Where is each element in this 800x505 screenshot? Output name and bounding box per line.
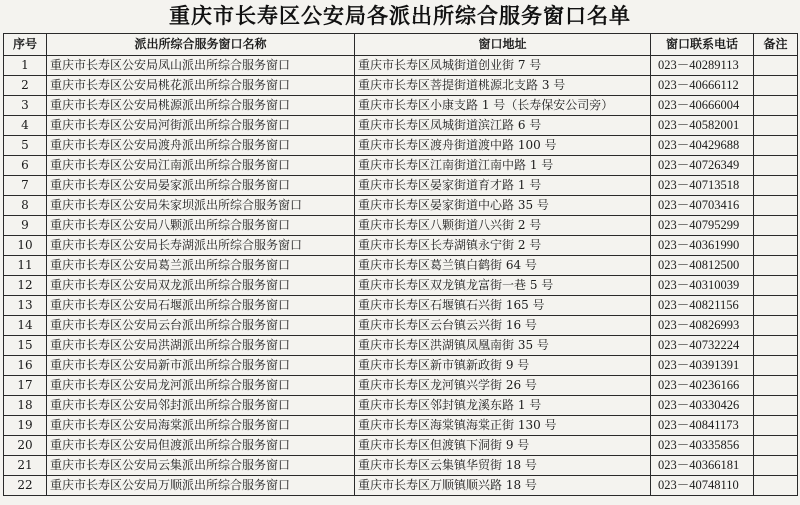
cell-serial-number: 2 [4,76,47,96]
cell-window-name: 重庆市长寿区公安局云集派出所综合服务窗口 [47,456,355,476]
cell-window-address: 重庆市长寿区八颗街道八兴街 2 号 [355,216,651,236]
table-row [4,476,798,496]
cell-window-phone: 023－40391391 [651,356,754,376]
cell-serial-number: 16 [4,356,47,376]
cell-remark [754,416,798,436]
cell-remark [754,296,798,316]
cell-remark [754,356,798,376]
cell-window-name: 重庆市长寿区公安局晏家派出所综合服务窗口 [47,176,355,196]
cell-remark [754,256,798,276]
cell-window-name: 重庆市长寿区公安局龙河派出所综合服务窗口 [47,376,355,396]
cell-window-name: 重庆市长寿区公安局万顺派出所综合服务窗口 [47,476,355,496]
cell-window-phone: 023－40732224 [651,336,754,356]
cell-serial-number: 15 [4,336,47,356]
cell-window-address: 重庆市长寿区凤城街道滨江路 6 号 [355,116,651,136]
cell-window-address: 重庆市长寿区石堰镇石兴街 165 号 [355,296,651,316]
table-row [4,256,798,276]
table-row [4,436,798,456]
cell-remark [754,236,798,256]
cell-window-phone: 023－40330426 [651,396,754,416]
cell-window-address: 重庆市长寿区邻封镇龙溪东路 1 号 [355,396,651,416]
document-title: 重庆市长寿区公安局各派出所综合服务窗口名单 [169,4,631,28]
table-row [4,396,798,416]
cell-remark [754,476,798,496]
cell-serial-number: 12 [4,276,47,296]
cell-window-address: 重庆市长寿区洪湖镇凤凰南街 35 号 [355,336,651,356]
cell-window-phone: 023－40236166 [651,376,754,396]
cell-serial-number: 14 [4,316,47,336]
table-row [4,136,798,156]
cell-window-address: 重庆市长寿区小康支路 1 号（长寿保安公司旁） [355,96,651,116]
cell-window-phone: 023－40335856 [651,436,754,456]
cell-window-phone: 023－40366181 [651,456,754,476]
cell-serial-number: 1 [4,56,47,76]
table-row [4,76,798,96]
table-header-row [4,34,798,56]
cell-window-name: 重庆市长寿区公安局洪湖派出所综合服务窗口 [47,336,355,356]
cell-window-name: 重庆市长寿区公安局邻封派出所综合服务窗口 [47,396,355,416]
cell-window-name: 重庆市长寿区公安局云台派出所综合服务窗口 [47,316,355,336]
cell-window-phone: 023－40795299 [651,216,754,236]
cell-serial-number: 20 [4,436,47,456]
cell-window-phone: 023－40748110 [651,476,754,496]
table-row [4,336,798,356]
cell-serial-number: 21 [4,456,47,476]
cell-window-phone: 023－40666112 [651,76,754,96]
cell-window-name: 重庆市长寿区公安局桃花派出所综合服务窗口 [47,76,355,96]
cell-remark [754,456,798,476]
cell-window-name: 重庆市长寿区公安局江南派出所综合服务窗口 [47,156,355,176]
cell-serial-number: 11 [4,256,47,276]
cell-window-phone: 023－40703416 [651,196,754,216]
cell-remark [754,376,798,396]
table-row [4,236,798,256]
cell-remark [754,216,798,236]
cell-window-address: 重庆市长寿区晏家街道中心路 35 号 [355,196,651,216]
cell-window-name: 重庆市长寿区公安局八颗派出所综合服务窗口 [47,216,355,236]
table-row [4,156,798,176]
cell-remark [754,56,798,76]
cell-window-phone: 023－40841173 [651,416,754,436]
cell-remark [754,76,798,96]
cell-window-address: 重庆市长寿区葛兰镇白鹤街 64 号 [355,256,651,276]
table-row [4,196,798,216]
cell-window-address: 重庆市长寿区云集镇华贸街 18 号 [355,456,651,476]
cell-window-phone: 023－40289113 [651,56,754,76]
cell-window-name: 重庆市长寿区公安局双龙派出所综合服务窗口 [47,276,355,296]
table-row [4,356,798,376]
cell-window-name: 重庆市长寿区公安局凤山派出所综合服务窗口 [47,56,355,76]
table-body [4,56,798,496]
table-row [4,376,798,396]
table-row [4,276,798,296]
cell-window-name: 重庆市长寿区公安局新市派出所综合服务窗口 [47,356,355,376]
cell-window-address: 重庆市长寿区长寿湖镇永宁街 2 号 [355,236,651,256]
table-row [4,176,798,196]
cell-serial-number: 7 [4,176,47,196]
cell-window-address: 重庆市长寿区江南街道江南中路 1 号 [355,156,651,176]
cell-window-phone: 023－40666004 [651,96,754,116]
table-row [4,216,798,236]
cell-remark [754,336,798,356]
cell-remark [754,276,798,296]
header-serial-number: 序号 [4,34,47,56]
cell-serial-number: 5 [4,136,47,156]
cell-remark [754,96,798,116]
cell-serial-number: 17 [4,376,47,396]
table-row [4,296,798,316]
cell-window-name: 重庆市长寿区公安局石堰派出所综合服务窗口 [47,296,355,316]
cell-window-name: 重庆市长寿区公安局渡舟派出所综合服务窗口 [47,136,355,156]
cell-window-phone: 023－40310039 [651,276,754,296]
header-remark: 备注 [754,34,798,56]
header-window-name: 派出所综合服务窗口名称 [47,34,355,56]
cell-window-phone: 023－40429688 [651,136,754,156]
cell-remark [754,396,798,416]
cell-window-address: 重庆市长寿区晏家街道育才路 1 号 [355,176,651,196]
cell-window-address: 重庆市长寿区但渡镇下洞街 9 号 [355,436,651,456]
cell-window-phone: 023－40713518 [651,176,754,196]
cell-window-phone: 023－40361990 [651,236,754,256]
cell-serial-number: 10 [4,236,47,256]
cell-window-phone: 023－40812500 [651,256,754,276]
table-row [4,116,798,136]
cell-window-phone: 023－40826993 [651,316,754,336]
cell-serial-number: 4 [4,116,47,136]
cell-window-address: 重庆市长寿区渡舟街道渡中路 100 号 [355,136,651,156]
cell-window-name: 重庆市长寿区公安局河街派出所综合服务窗口 [47,116,355,136]
cell-window-address: 重庆市长寿区海棠镇海棠正街 130 号 [355,416,651,436]
cell-remark [754,176,798,196]
header-window-phone: 窗口联系电话 [651,34,754,56]
cell-serial-number: 13 [4,296,47,316]
table-row [4,96,798,116]
cell-window-address: 重庆市长寿区双龙镇龙富街一巷 5 号 [355,276,651,296]
cell-window-name: 重庆市长寿区公安局桃源派出所综合服务窗口 [47,96,355,116]
cell-remark [754,436,798,456]
cell-remark [754,136,798,156]
cell-window-address: 重庆市长寿区凤城街道创业街 7 号 [355,56,651,76]
cell-window-phone: 023－40582001 [651,116,754,136]
cell-window-name: 重庆市长寿区公安局但渡派出所综合服务窗口 [47,436,355,456]
cell-window-address: 重庆市长寿区菩提街道桃源北支路 3 号 [355,76,651,96]
cell-window-address: 重庆市长寿区新市镇新政街 9 号 [355,356,651,376]
table-row [4,456,798,476]
cell-window-name: 重庆市长寿区公安局海棠派出所综合服务窗口 [47,416,355,436]
cell-remark [754,116,798,136]
cell-remark [754,196,798,216]
service-window-table [3,33,798,496]
cell-serial-number: 6 [4,156,47,176]
header-window-address: 窗口地址 [355,34,651,56]
cell-serial-number: 18 [4,396,47,416]
cell-remark [754,316,798,336]
cell-serial-number: 8 [4,196,47,216]
cell-window-name: 重庆市长寿区公安局朱家坝派出所综合服务窗口 [47,196,355,216]
cell-window-address: 重庆市长寿区云台镇云兴街 16 号 [355,316,651,336]
cell-window-address: 重庆市长寿区龙河镇兴学街 26 号 [355,376,651,396]
cell-window-address: 重庆市长寿区万顺镇顺兴路 18 号 [355,476,651,496]
cell-serial-number: 22 [4,476,47,496]
table-row [4,56,798,76]
cell-window-phone: 023－40821156 [651,296,754,316]
cell-window-name: 重庆市长寿区公安局葛兰派出所综合服务窗口 [47,256,355,276]
cell-serial-number: 9 [4,216,47,236]
table-row [4,316,798,336]
cell-remark [754,156,798,176]
table-row [4,416,798,436]
cell-serial-number: 19 [4,416,47,436]
cell-window-name: 重庆市长寿区公安局长寿湖派出所综合服务窗口 [47,236,355,256]
cell-serial-number: 3 [4,96,47,116]
cell-window-phone: 023－40726349 [651,156,754,176]
